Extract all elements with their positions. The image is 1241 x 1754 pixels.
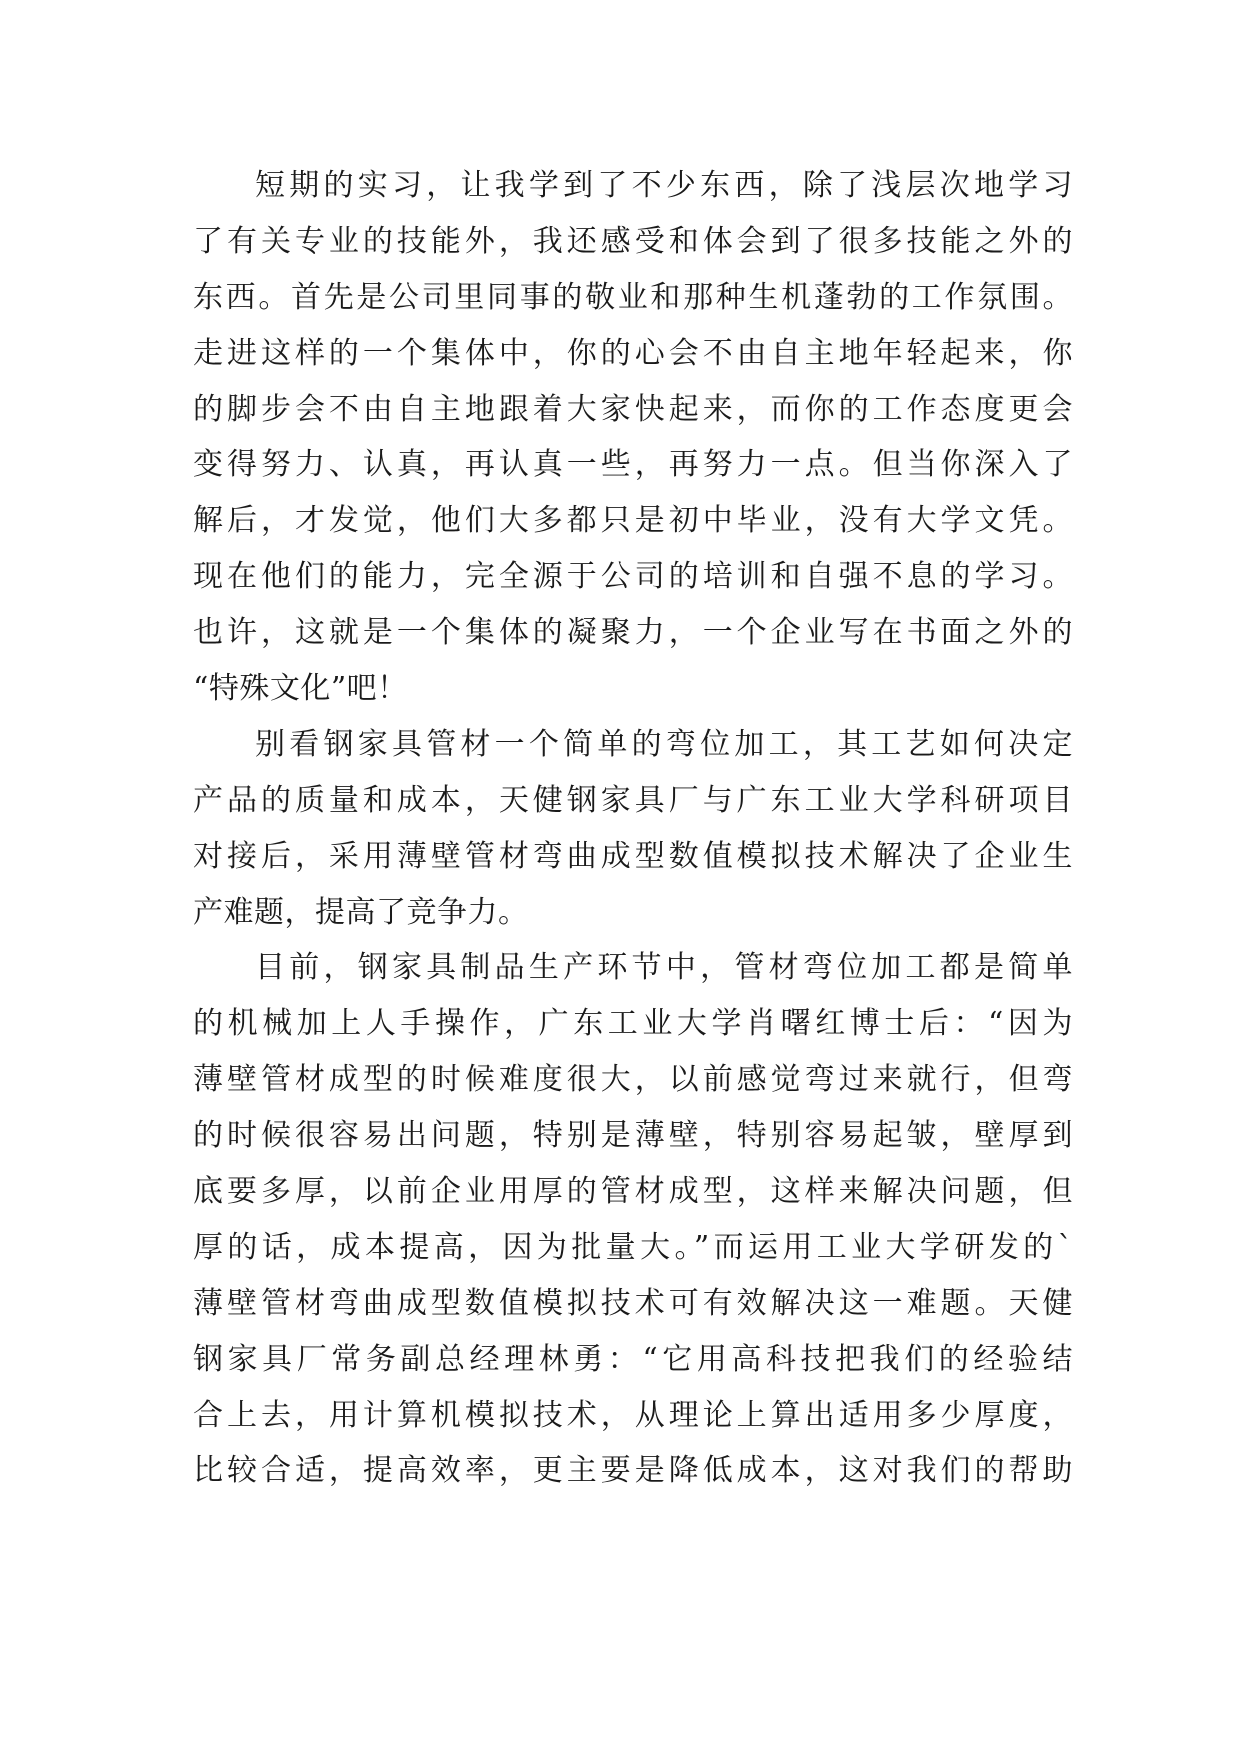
text-line: 比较合适，提高效率，更主要是降低成本，这对我们的帮助 <box>193 1453 1073 1489</box>
text-line: “特殊文化”吧！ <box>193 671 408 707</box>
text-line: 东西。首先是公司里同事的敬业和那种生机蓬勃的工作氛围。 <box>193 279 1073 315</box>
text-line: 短期的实习，让我学到了不少东西，除了浅层次地学习 <box>255 168 1073 203</box>
text-line: 底要多厚，以前企业用厚的管材成型，这样来解决问题，但 <box>193 1174 1073 1210</box>
text-line: 薄壁管材成型的时候难度很大，以前感觉弯过来就行，但弯 <box>193 1062 1073 1098</box>
text-line: 薄壁管材弯曲成型数值模拟技术可有效解决这一难题。天健 <box>193 1285 1073 1321</box>
text-line: 变得努力、认真，再认真一些，再努力一点。但当你深入了 <box>193 447 1073 483</box>
text-line: 解后，才发觉，他们大多都只是初中毕业，没有大学文凭。 <box>193 503 1073 539</box>
text-line: 走进这样的一个集体中，你的心会不由自主地年轻起来，你 <box>193 335 1073 371</box>
text-line: 目前，钢家具制品生产环节中，管材弯位加工都是简单 <box>255 950 1073 986</box>
text-line: 了有关专业的技能外，我还感受和体会到了很多技能之外的 <box>193 223 1073 259</box>
text-line: 合上去，用计算机模拟技术，从理论上算出适用多少厚度， <box>193 1397 1073 1433</box>
text-line: 别看钢家具管材一个简单的弯位加工，其工艺如何决定 <box>255 726 1073 762</box>
text-line: 现在他们的能力，完全源于公司的培训和自强不息的学习。 <box>193 559 1073 595</box>
document-body <box>193 158 1073 1499</box>
text-line: 产品的质量和成本，天健钢家具厂与广东工业大学科研项目 <box>193 782 1073 818</box>
text-line: 的脚步会不由自主地跟着大家快起来，而你的工作态度更会 <box>193 391 1073 427</box>
text-line: 也许，这就是一个集体的凝聚力，一个企业写在书面之外的 <box>193 615 1073 651</box>
text-line: 钢家具厂常务副总经理林勇：“它用高科技把我们的经验结 <box>193 1341 1073 1377</box>
text-line: 对接后，采用薄壁管材弯曲成型数值模拟技术解决了企业生 <box>193 838 1073 874</box>
text-line: 的机械加上人手操作，广东工业大学肖曙红博士后：“因为 <box>193 1006 1073 1042</box>
text-line: 的时候很容易出问题，特别是薄壁，特别容易起皱，壁厚到 <box>193 1118 1073 1154</box>
text-line: 产难题，提高了竞争力。 <box>193 894 529 930</box>
text-line: 厚的话，成本提高，因为批量大。”而运用工业大学研发的` <box>193 1229 1073 1265</box>
